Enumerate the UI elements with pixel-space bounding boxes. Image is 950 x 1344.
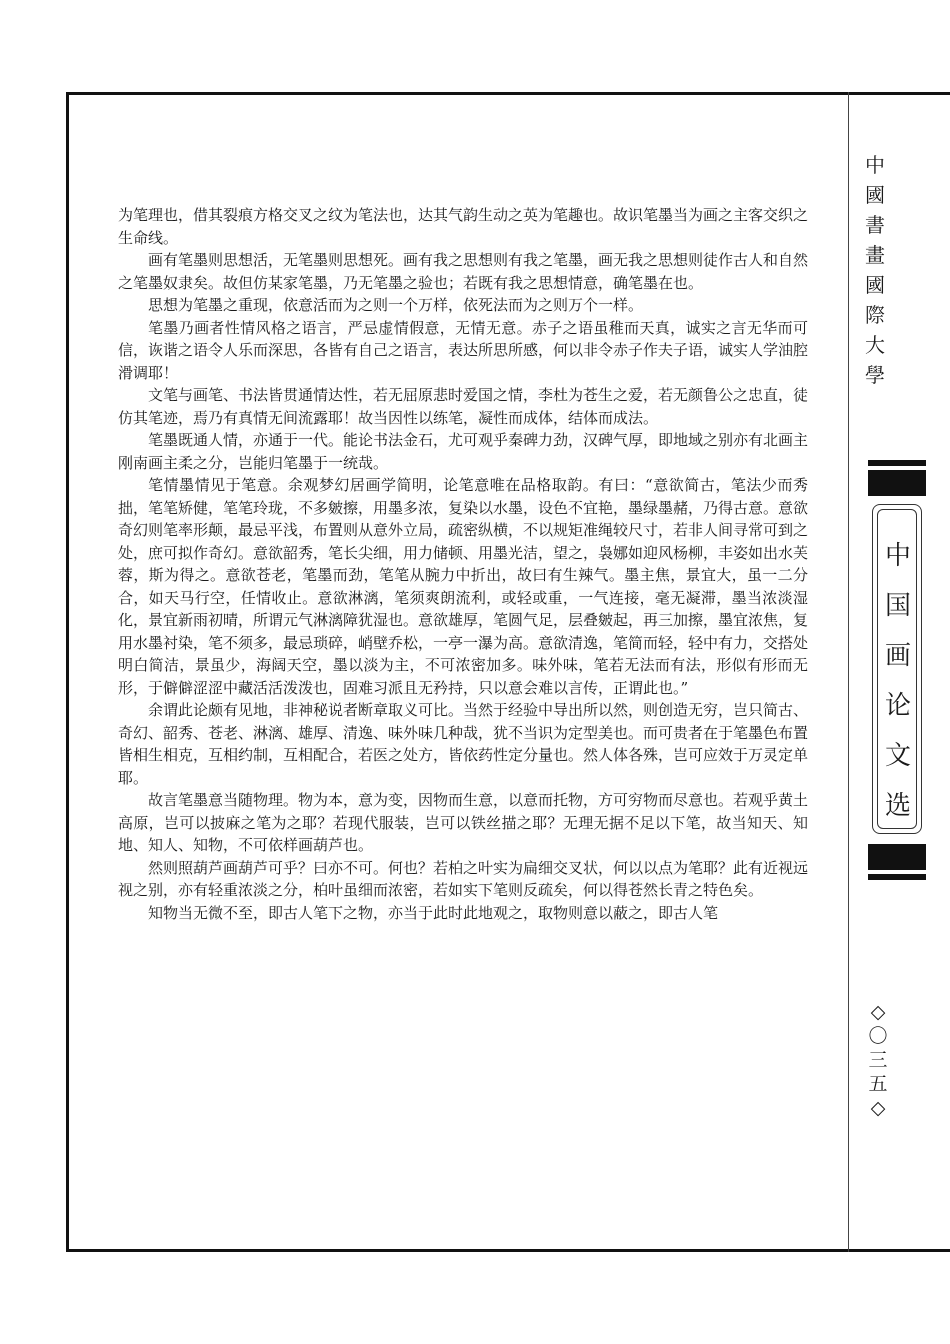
header-char: 書 [865,213,885,237]
header-char: 畫 [865,243,885,267]
banner-top-cap [868,470,926,496]
header-char: 學 [865,363,885,387]
header-char: 際 [865,303,885,327]
page-number-char: 五 [868,1073,888,1095]
banner-bottom-cap [868,844,926,870]
book-title-char: 文 [884,741,911,771]
page-number-char: 〇 [868,1025,888,1047]
page-number-char: ◇ [870,1097,886,1119]
header-char: 國 [865,183,885,207]
sidebar-divider [848,92,849,1252]
book-title-banner [868,460,926,880]
book-title-char: 画 [884,641,911,671]
paragraph: 思想为笔墨之重现，依意活而为之则一个万样，依死法而为之则万个一样。 [148,296,644,314]
header-char: 中 [865,153,885,177]
book-title [873,531,923,831]
page-number [866,1000,890,1120]
paragraph: 画有笔墨则思想活，无笔墨则思想死。画有我之思想则有我之笔墨，画无我之思想则徒作古人和自然之笔墨奴隶矣。故但仿某家笔墨，乃无笔墨之验也；若既有我之思想情意，确笔墨在也。 [118,251,809,292]
paragraph: 文笔与画笔、书法皆贯通情达性，若无屈原悲时爱国之情，李杜为苍生之爱，若无颜鲁公之忠直，徒仿其笔迹，焉乃有真情无间流露耶！故当因性以练笔，凝性而成体，结体而成法。 [118,386,809,427]
paragraph: 余谓此论颇有见地，非神秘说者断章取义可比。当然于经验中导出所以然，则创造无穷，岂只简古、奇幻、韶秀、苍老、淋漓、雄厚、清逸、味外味几种哉，犹不当识为定型美也。而可贵者在于笔墨色布置皆相生相克，互相约制，互相配合，若医之处方，皆依药性定分量也。然人体各殊，岂可应效于万灵定单耶。 [118,701,809,787]
book-title-char: 中 [884,541,911,571]
header-char: 國 [865,273,885,297]
banner-body [872,504,922,834]
header-char: 大 [865,333,885,357]
paragraph: 笔情墨情见于笔意。余观梦幻居画学简明，论笔意唯在品格取韵。有曰：“意欲简古，笔法少而秀拙，笔笔矫健，笔笔玲珑，不多皴擦，用墨多浓，复染以水墨，设色不宜艳，墨绿墨赭，乃得古意。意欲奇幻则笔率形颠，最忌平浅，布置则从意外立局，疏密纵横，不以规矩准绳较尺寸，若非人间寻常可到之处，庶可拟作奇幻。意欲韶秀，笔长尖细，用力储顿、用墨光洁，望之，袅娜如迎风杨柳，丰姿如出水芙蓉，斯为得之。意欲苍老，笔墨而劲，笔笔从腕力中折出，故曰有生辣气。墨主焦，景宜大，虽一二分合，如天马行空，任情收止。意欲淋漓，笔须爽朗流利，或轻或重，一气连接，毫无凝滞，墨当浓淡湿化，景宜新雨初晴，所谓元气淋漓障犹湿也。意欲雄厚，笔圆气足，层叠皴起，再三加擦，墨宜浓焦，复用水墨衬染，笔不须多，最忌琐碎，峭壁乔松，一亭一瀑为高。意欲清逸，笔简而轻，轻中有力，交搭处明白简洁，景虽少，海阔天空，墨以淡为主，不可浓密加多。味外味，笔若无法而有法，形似有形而无形，于僻僻涩涩中藏活活泼泼也，固难习派且无矜持，只以意会难以言传，正谓此也。” [118,476,809,697]
book-title-char: 国 [884,591,911,621]
running-header [864,150,886,390]
page-number-char: 三 [868,1049,888,1071]
paragraph: 笔墨乃画者性情风格之语言，严忌虚情假意，无情无意。赤子之语虽稚而天真，诚实之言无华而可信，诙谐之语令人乐而深思，各皆有自己之语言，表达所思所感，何以非令赤子作夫子语，诚实人学油腔滑调耶！ [118,318,809,382]
book-title-char: 论 [884,691,911,721]
paragraph: 故言笔墨意当随物理。物为本，意为变，因物而生意，以意而托物，方可穷物而尽意也。若观乎黄土高原，岂可以披麻之笔为之耶？若现代服装，岂可以铁丝描之耶？无理无据不足以下笔，故当知天、知地、知人、知物，不可依样画葫芦也。 [118,791,809,854]
page-number-char: ◇ [870,1001,886,1023]
banner-bottom-bar [868,874,926,880]
book-title-char: 选 [884,791,911,821]
banner-top-bar [868,460,926,466]
paragraph: 知物当无微不至，即古人笔下之物，亦当于此时此地观之，取物则意以蔽之，即古人笔 [148,903,719,922]
body-text [118,204,808,924]
paragraph: 为笔理也，借其裂痕方格交叉之纹为笔法也，达其气韵生动之英为笔趣也。故识笔墨当为画之主客交织之生命线。 [118,206,809,247]
paragraph: 然则照葫芦画葫芦可乎？曰亦不可。何也？若柏之叶实为扁细交叉状，何以以点为笔耶？此有近视远视之别，亦有轻重浓淡之分，柏叶虽细而浓密，若如实下笔则反疏矣，何以得苍然长青之特色矣。 [118,858,809,899]
paragraph: 笔墨既通人情，亦通于一代。能论书法金石，尤可观乎秦碑力劲，汉碑气厚，即地域之别亦有北画主刚南画主柔之分，岂能归笔墨于一统哉。 [118,431,809,472]
